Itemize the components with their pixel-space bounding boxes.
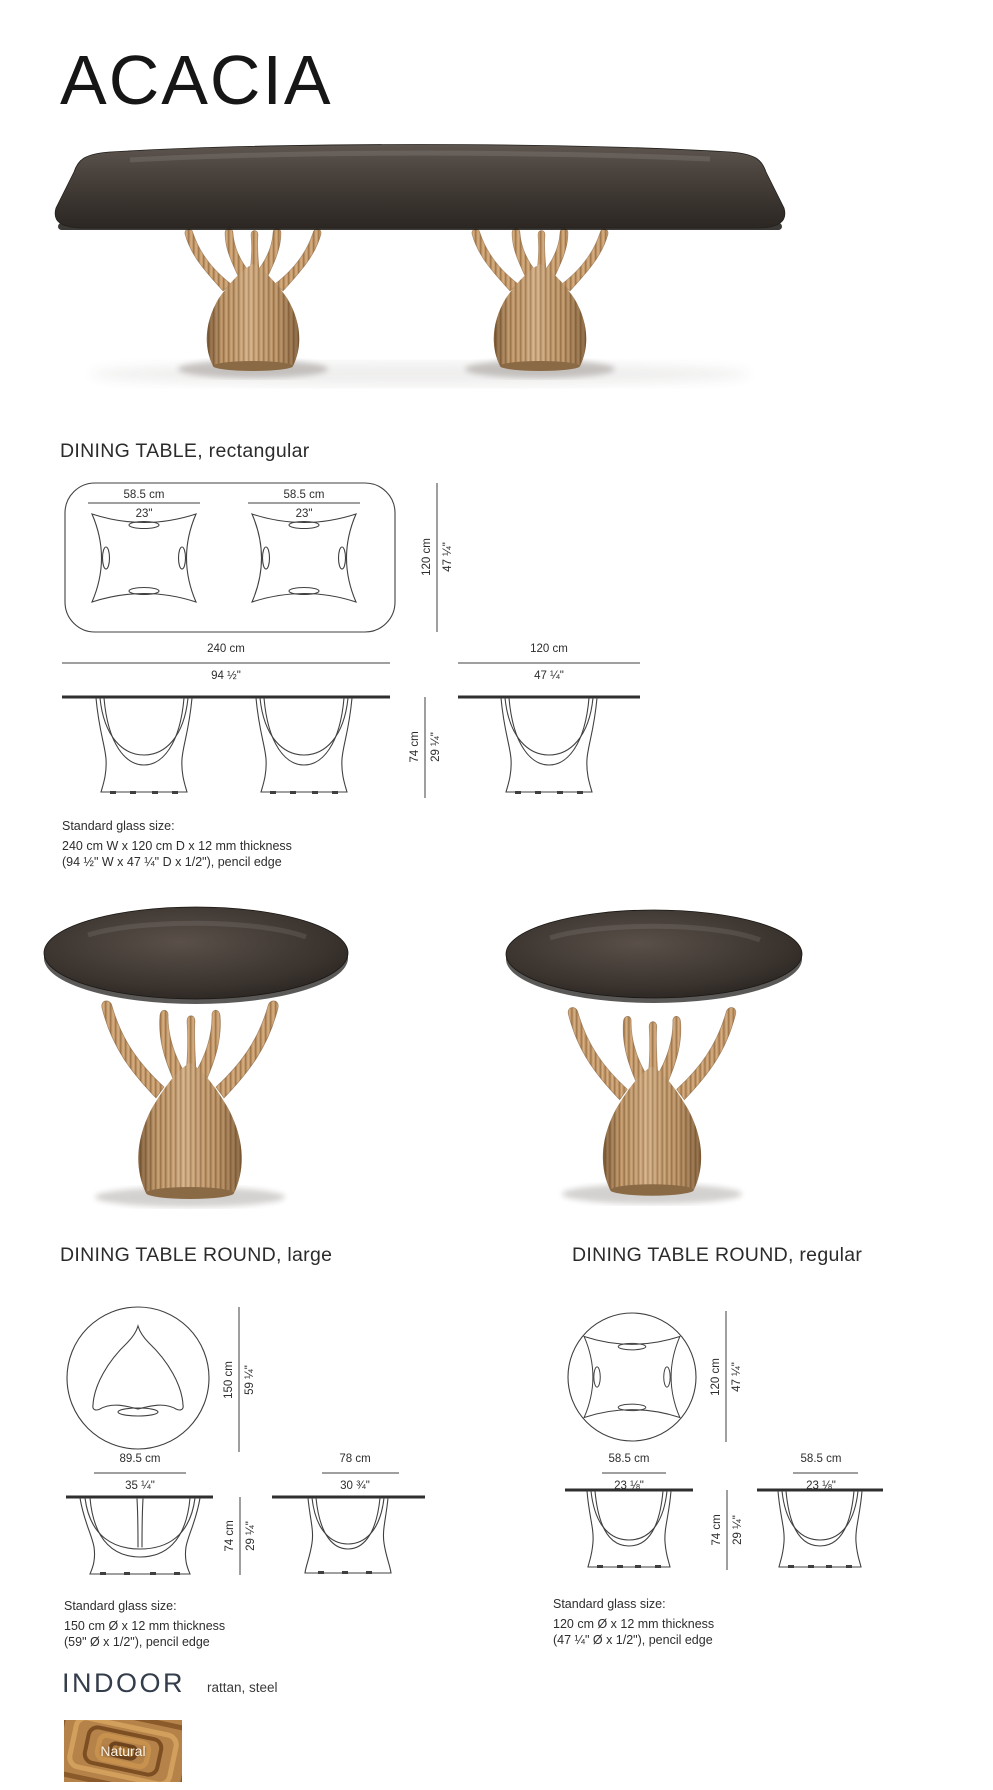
- page-title: ACACIA: [60, 41, 333, 119]
- dim-label: 59 ¼": [244, 1365, 256, 1395]
- front-view-base: [256, 698, 352, 794]
- section-heading-round-large: DINING TABLE ROUND, large: [60, 1244, 333, 1266]
- dim-label: 94 ½": [211, 670, 241, 682]
- front-view-base: [587, 1491, 671, 1568]
- dim-label: 29 ¼": [245, 1521, 257, 1551]
- top-view-base: [584, 1337, 680, 1418]
- glass-note-label: Standard glass size:: [553, 1597, 666, 1611]
- dim-label: 30 ¾": [340, 1480, 370, 1492]
- glass-note-line: (94 ½" W x 47 ¼" D x 1/2"), pencil edge: [62, 855, 282, 869]
- dim-label: 58.5 cm: [123, 489, 165, 501]
- dim-label: 29 ¼": [732, 1515, 744, 1545]
- glass-note-round-regular: [553, 1596, 714, 1649]
- dim-label: 58.5 cm: [608, 1453, 650, 1465]
- dim-label: 240 cm: [207, 643, 245, 655]
- drawing-round-large: [55, 1290, 475, 1582]
- rattan-base: [185, 229, 321, 372]
- glass-note-line: 240 cm W x 120 cm D x 12 mm thickness: [62, 838, 292, 853]
- top-view-outline: [67, 1307, 209, 1449]
- dim-label: 58.5 cm: [283, 489, 325, 501]
- glass-note-rectangular: [62, 818, 292, 871]
- dim-label: 23 ⅛": [806, 1480, 836, 1492]
- rattan-base: [472, 229, 608, 372]
- top-view-base: [93, 1326, 183, 1416]
- glass-note-line: (59" Ø x 1/2"), pencil edge: [64, 1635, 210, 1649]
- drawing-rectangular: [55, 476, 675, 811]
- side-view-base: [501, 698, 597, 794]
- glass-note-round-large: [64, 1598, 225, 1651]
- swatch-label: Natural: [100, 1743, 146, 1759]
- top-view-outline: [568, 1313, 696, 1441]
- product-photo-round-regular: [502, 898, 814, 1220]
- dim-label: 47 ¼": [731, 1362, 743, 1392]
- drawing-round-regular: [490, 1290, 922, 1582]
- dim-label: 47 ¼": [534, 670, 564, 682]
- side-view-base: [305, 1498, 391, 1574]
- dim-label: 74 cm: [409, 731, 421, 763]
- glass-note-line: (47 ¼" Ø x 1/2"), pencil edge: [553, 1633, 713, 1647]
- glass-top: [506, 910, 802, 998]
- glass-note-line: 150 cm Ø x 12 mm thickness: [64, 1618, 226, 1633]
- dim-label: 23 ⅛": [614, 1480, 644, 1492]
- footer-materials-row: [62, 1668, 278, 1699]
- materials-text: rattan, steel: [207, 1680, 278, 1695]
- section-heading-round-regular: DINING TABLE ROUND, regular: [572, 1244, 863, 1266]
- front-view-base: [96, 698, 192, 794]
- dim-label: 74 cm: [224, 1520, 236, 1552]
- rattan-base: [102, 1001, 279, 1199]
- product-photo-rectangular-table: [50, 138, 790, 438]
- material-swatch-natural: [64, 1720, 182, 1782]
- dim-label: 120 cm: [710, 1358, 722, 1396]
- top-view-base: [92, 514, 196, 602]
- indoor-label: INDOOR: [62, 1668, 185, 1698]
- dim-label: 23": [295, 508, 313, 520]
- dim-label: 29 ¼": [430, 732, 442, 762]
- dim-label: 120 cm: [530, 643, 568, 655]
- top-view-base: [252, 514, 356, 602]
- dim-label: 47 ¼": [442, 542, 454, 572]
- glass-note-label: Standard glass size:: [62, 819, 175, 833]
- dim-label: 23": [135, 508, 153, 520]
- dim-label: 150 cm: [223, 1361, 235, 1399]
- product-photo-round-large: [38, 893, 356, 1225]
- dim-label: 58.5 cm: [800, 1453, 842, 1465]
- front-view-base: [80, 1498, 200, 1575]
- dim-label: 35 ¼": [125, 1480, 155, 1492]
- side-view-base: [778, 1491, 862, 1568]
- dim-label: 89.5 cm: [119, 1453, 161, 1465]
- rattan-base: [568, 1008, 736, 1196]
- dim-label: 78 cm: [339, 1453, 371, 1465]
- glass-note-label: Standard glass size:: [64, 1599, 177, 1613]
- section-heading-rectangular: DINING TABLE, rectangular: [60, 440, 310, 462]
- glass-note-line: 120 cm Ø x 12 mm thickness: [553, 1616, 715, 1631]
- dim-label: 74 cm: [711, 1514, 723, 1546]
- dim-label: 120 cm: [421, 538, 433, 576]
